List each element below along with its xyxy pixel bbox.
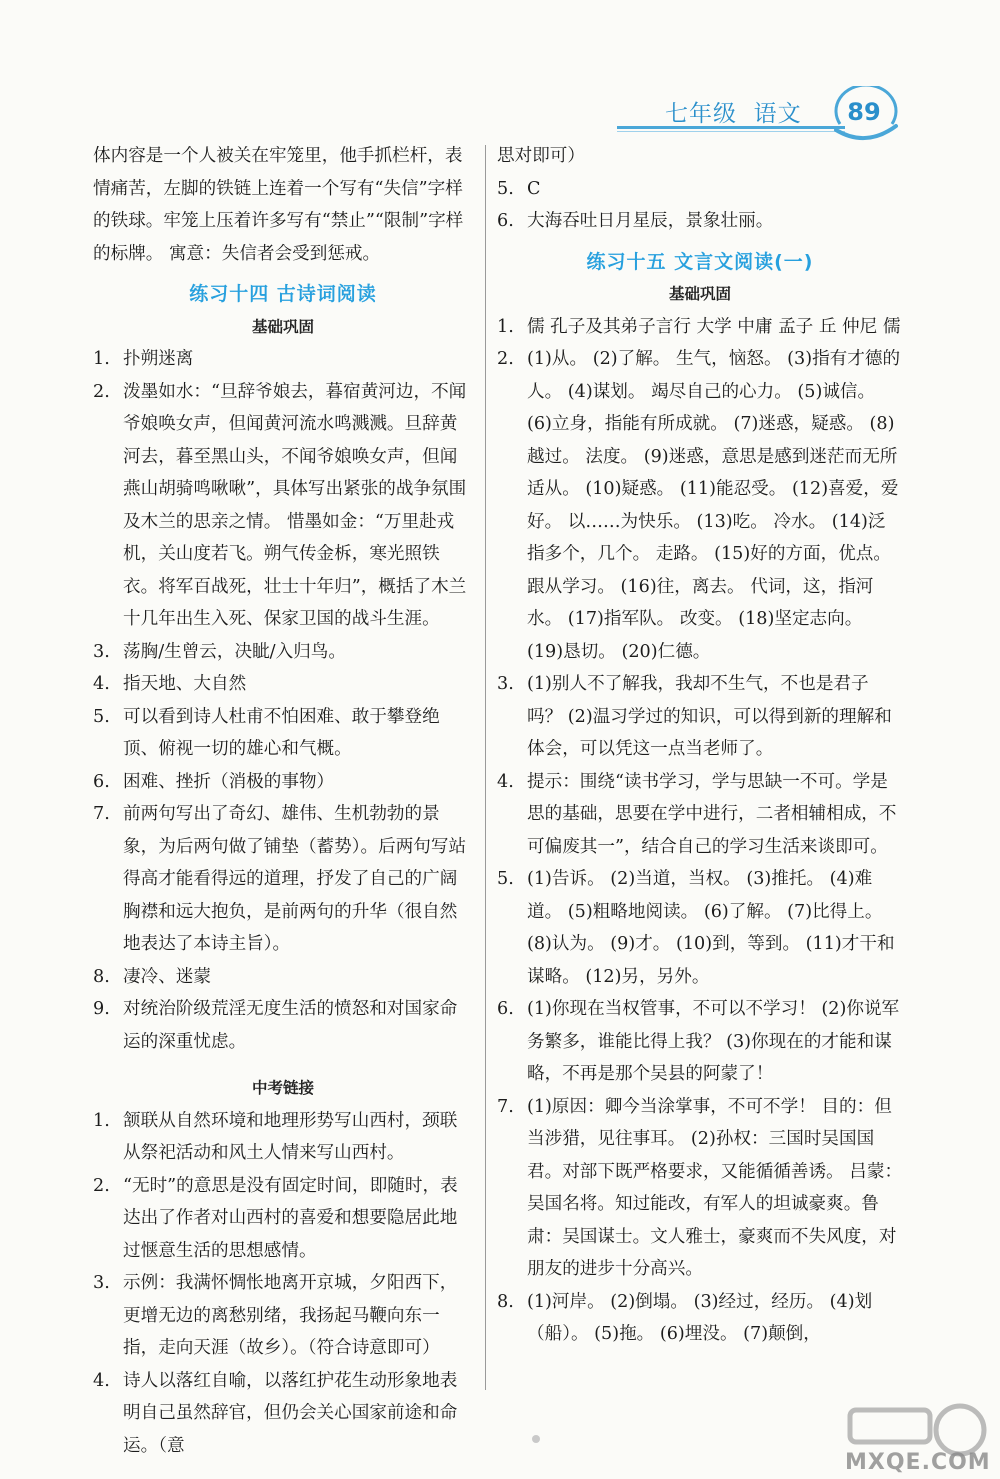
left-column <box>93 140 473 1462</box>
continued-text: 思对即可） <box>497 146 585 166</box>
answer-item: 1. 扑朔迷离 <box>93 349 194 369</box>
subsection-title: 中考链接 <box>251 1079 314 1097</box>
answer-item: 4. 提示：围绕“读书学习，学与思缺一不可。学是思的基础，思要在学中进行，二者相辅相成，不可偏废其一”，结合自己的学习生活来谈即可。 <box>497 771 897 857</box>
footer-dot <box>532 1435 540 1443</box>
section-title: 练习十五 文言文阅读(一) <box>586 250 814 273</box>
answer-item: 6. 大海吞吐日月星辰，景象壮丽。 <box>497 211 774 231</box>
header-rule-thin <box>617 131 845 132</box>
answer-item: 6. (1)你现在当权管事，不可以不学习！ (2)你说军务繁多，谁能比得上我？ (3)你现在的才能和谋略，不再是那个吴县的阿蒙了！ <box>497 999 900 1084</box>
answer-item: 8. 凄冷、迷蒙 <box>93 966 211 987</box>
answer-item: 7. (1)原因：卿今当涂掌事，不可不学！ 目的：但当涉猎，见往事耳。 (2)孙权：三国时吴国国君。对部下既严格要求，又能循循善诱。 吕蒙：吴国名将。知过能改，有军人的坦诚豪爽。鲁肃：吴国谋士。文人雅士，豪爽而不失风度，对朋友的进步十分高兴。 <box>497 1096 903 1279</box>
answer-item: 5. 可以看到诗人杜甫不怕困难、敢于攀登绝顶、俯视一切的雄心和气概。 <box>93 706 440 759</box>
answer-item: 1. 儒 孔子及其弟子言行 大学 中庸 孟子 丘 仲尼 儒 <box>497 316 901 337</box>
answer-item: 2. 泼墨如水：“旦辞爷娘去，暮宿黄河边，不闻爷娘唤女声，但闻黄河流水鸣溅溅。旦辞黄河去，暮至黑山头，不闻爷娘唤女声，但闻燕山胡骑鸣啾啾”，具体写出紧张的战争氛围及木兰的思亲之情。 惜墨如金：“万里赴戎机，关山度若飞。朔气传金柝，寒光照铁衣。将军百战死，壮士十年归”，概括了木兰十几年出生入死、保家卫国的战斗生涯。 <box>93 381 467 629</box>
page-number: 89 <box>847 98 881 126</box>
subsection-title: 基础巩固 <box>668 285 731 303</box>
answer-item: 5. (1)告诉。 (2)当道，当权。 (3)推托。 (4)难道。 (5)粗略地阅读。 (6)了解。 (7)比得上。 (8)认为。 (9)才。 (10)到，等到。 (11)才干和谋略。 (12)另，另外。 <box>497 869 895 987</box>
answer-item: 2. (1)从。 (2)了解。 生气，恼怒。 (3)指有才德的人。 (4)谋划。 竭尽自己的心力。 (5)诚信。 (6)立身，指能有所成就。 (7)迷惑，疑惑。 (8)越过。 法度。 (9)迷惑，意思是感到迷茫而无所适从。 (10)疑惑。 (11)能忍受。 (12)喜爱，爱好。 以……为快乐。 (13)吃。 冷水。 (14)泛指多个，几个。 走路。 (15)好的方面，优点。 跟从学习。 (16)往，离去。 代词，这，指河水。 (17)指军队。 改变。 (18)坚定志向。 (19)恳切。 (20)仁德。 <box>497 349 901 662</box>
answer-item: 5. C <box>497 178 541 199</box>
header-title: 七年级 语文 <box>665 101 802 127</box>
answer-item: 7. 前两句写出了奇幻、雄伟、生机勃勃的景象，为后两句做了铺垫（蓄势）。后两句写站得高才能看得远的道理，抒发了自己的广阔胸襟和远大抱负，是前两句的升华（很自然地表达了本诗主旨）。 <box>93 804 467 954</box>
answer-item: 8. (1)河岸。 (2)倒塌。 (3)经过，经历。 (4)划（船）。 (5)拖。 (6)埋没。 (7)颠倒， <box>497 1291 873 1344</box>
answer-item: 3. 荡胸/生曾云，决眦/入归鸟。 <box>93 641 346 662</box>
section-title: 练习十四 古诗词阅读 <box>189 283 377 305</box>
watermark-text: MXQE.COM <box>845 1450 991 1475</box>
column-divider <box>485 145 486 1390</box>
right-column <box>497 140 903 1351</box>
answer-item: 4. 指天地、大自然 <box>93 674 247 694</box>
answer-item: 4. 诗人以落红自喻，以落红护花生动形象地表明自己虽然辞官，但仍会关心国家前途和命运。（意 <box>93 1370 458 1456</box>
answer-item: 1. 颔联从自然环境和地理形势写山西村，颈联从祭祀活动和风土人情来写山西村。 <box>93 1110 458 1163</box>
answer-item: 3. (1)别人不了解我，我却不生气，不也是君子吗？ (2)温习学过的知识，可以得到新的理解和体会，可以凭这一点当老师了。 <box>497 674 892 759</box>
answer-item: 3. 示例：我满怀惆怅地离开京城，夕阳西下，更增无边的离愁别绪，我扬起马鞭向东一指，走向天涯（故乡）。（符合诗意即可） <box>93 1273 458 1358</box>
answer-item: 9. 对统治阶级荒淫无度生活的愤怒和对国家命运的深重忧虑。 <box>93 999 458 1052</box>
answer-item: 6. 困难、挫折（消极的事物） <box>93 771 335 792</box>
continued-text: 体内容是一个人被关在牢笼里，他手抓栏杆，表情痛苦，左脚的铁链上连着一个写有“失信”字样的铁球。牢笼上压着许多写有“禁止”“限制”字样的标牌。 寓意：失信者会受到惩戒。 <box>93 146 464 264</box>
answer-item: 2. “无时”的意思是没有固定时间，即随时，表达出了作者对山西村的喜爱和想要隐居此地过惬意生活的思想感情。 <box>93 1175 458 1261</box>
subsection-title: 基础巩固 <box>251 317 314 336</box>
